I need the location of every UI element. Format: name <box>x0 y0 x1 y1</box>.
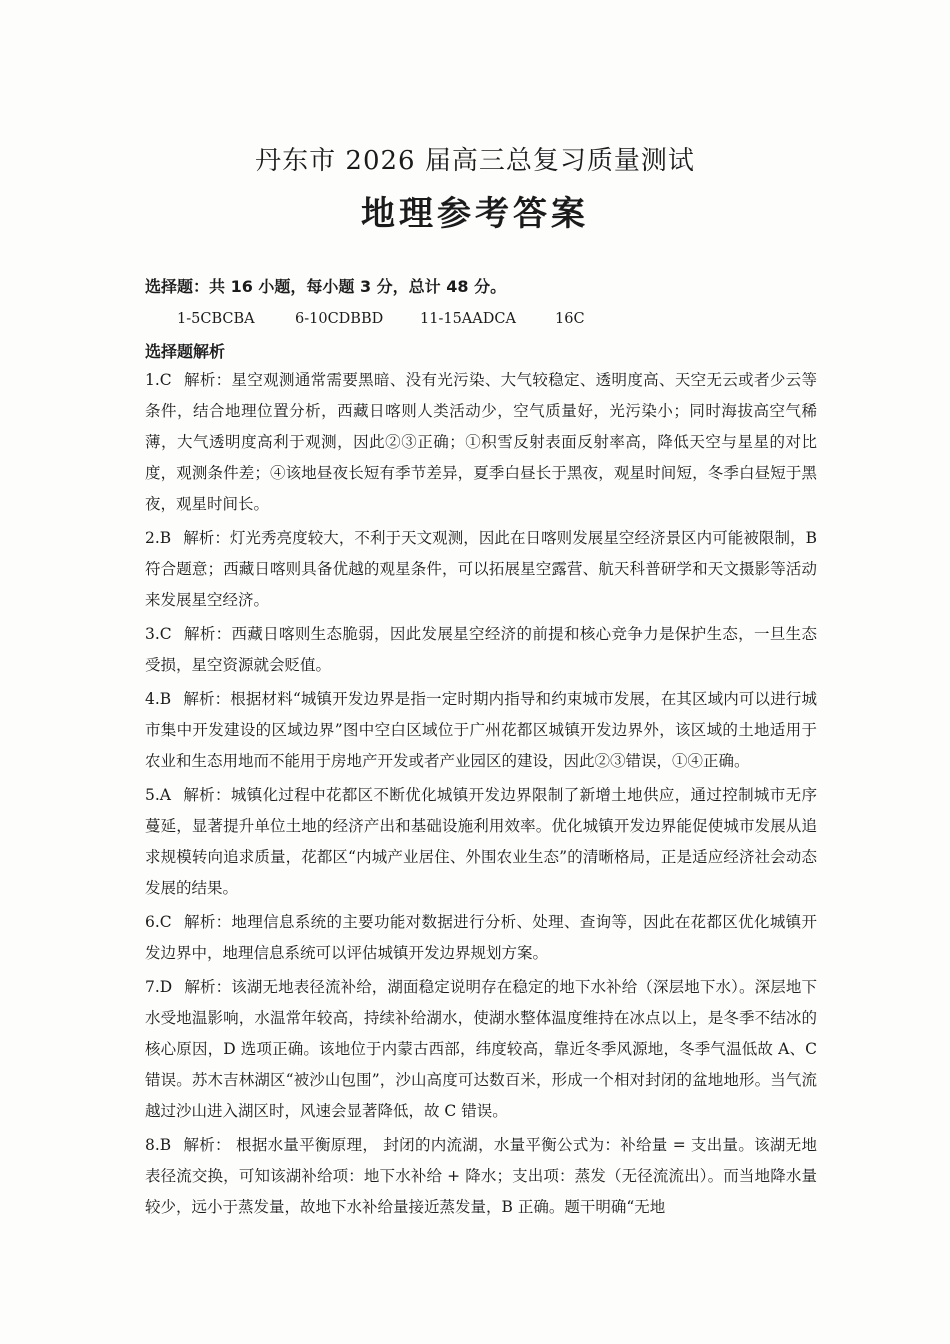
analysis-item <box>145 619 817 681</box>
document-subtitle: 地理参考答案 <box>361 194 589 234</box>
answer-key-6-10: 6-10CDBBD <box>295 311 384 327</box>
item-number: 5.A <box>145 786 171 804</box>
item-number: 8.B <box>145 1136 172 1154</box>
item-number: 4.B <box>145 690 172 708</box>
answer-key-16: 16C <box>555 311 585 327</box>
item-text: 解析：西藏日喀则生态脆弱，因此发展星空经济的前提和核心竞争力是保护生态，一旦生态受损，星空资源就会贬值。 <box>145 625 817 674</box>
item-text: 解析：星空观测通常需要黑暗、没有光污染、大气较稳定、透明度高、天空无云或者少云等条件，结合地理位置分析，西藏日喀则人类活动少，空气质量好，光污染小；同时海拔高空气稀薄，大气透明度高利于观测，因此②③正确；①积雪反射表面反射率高，降低天空与星星的对比度，观测条件差；④该地昼夜长短有季节差异，夏季白昼长于黑夜，观星时间短，冬季白昼短于黑夜，观星时间长。 <box>145 371 817 513</box>
item-number: 6.C <box>145 913 172 931</box>
item-text: 解析：该湖无地表径流补给，湖面稳定说明存在稳定的地下水补给（深层地下水）。深层地下水受地温影响，水温常年较高，持续补给湖水，使湖水整体温度维持在冰点以上，是冬季不结冰的核心原因，D 选项正确。该地位于内蒙古西部，纬度较高，靠近冬季风源地，冬季气温低故 A、C 错误。苏木吉林湖区“被沙山包围”，沙山高度可达数百米，形成一个相对封闭的盆地地形。当气流越过沙山进入湖区时，风速会显著降低，故 C 错误。 <box>145 978 817 1120</box>
document-title: 丹东市 2026 届高三总复习质量测试 <box>255 146 695 176</box>
answer-key-1-5: 1-5CBCBA <box>177 311 255 327</box>
item-text: 解析：根据材料“城镇开发边界是指一定时期内指导和约束城市发展，在其区域内可以进行城市集中开发建设的区域边界”图中空白区域位于广州花都区城镇开发边界外，该区域的土地适用于农业和生态用地而不能用于房地产开发或者产业园区的建设，因此②③错误，①④正确。 <box>145 690 817 770</box>
item-text: 解析：灯光秀亮度较大，不利于天文观测，因此在日喀则发展星空经济景区内可能被限制，B 符合题意；西藏日喀则具备优越的观星条件，可以拓展星空露营、航天科普研学和天文摄影等活动来发展星空经济。 <box>145 529 817 609</box>
analysis-item <box>145 780 817 904</box>
analysis-item <box>145 523 817 616</box>
answer-key-11-15: 11-15AADCA <box>420 311 516 327</box>
answer-key-row <box>177 311 817 327</box>
item-text: 解析：城镇化过程中花都区不断优化城镇开发边界限制了新增土地供应，通过控制城市无序蔓延，显著提升单位土地的经济产出和基础设施利用效率。优化城镇开发边界能促使城市发展从追求规模转向追求质量，花都区“内城产业居住、外围农业生态”的清晰格局，正是适应经济社会动态发展的结果。 <box>145 786 817 897</box>
analysis-item <box>145 972 817 1127</box>
choice-section-heading: 选择题：共 16 小题，每小题 3 分，总计 48 分。 <box>145 277 507 296</box>
item-number: 7.D <box>145 978 173 996</box>
item-number: 2.B <box>145 529 172 547</box>
analysis-heading: 选择题解析 <box>145 342 226 361</box>
item-number: 1.C <box>145 371 172 389</box>
item-text: 解析： 根据水量平衡原理， 封闭的内流湖，水量平衡公式为：补给量 = 支出量。该湖无地表径流交换，可知该湖补给项：地下水补给 + 降水；支出项：蒸发（无径流流出）。而当地降水量较少，远小于蒸发量，故地下水补给量接近蒸发量，B 正确。题干明确“无地 <box>145 1136 817 1216</box>
analysis-item <box>145 684 817 777</box>
analysis-item <box>145 1130 817 1223</box>
item-number: 3.C <box>145 625 172 643</box>
item-text: 解析：地理信息系统的主要功能对数据进行分析、处理、查询等，因此在花都区优化城镇开发边界中，地理信息系统可以评估城镇开发边界规划方案。 <box>145 913 817 962</box>
analysis-item <box>145 907 817 969</box>
analysis-item <box>145 365 817 520</box>
document-body <box>145 274 817 1223</box>
